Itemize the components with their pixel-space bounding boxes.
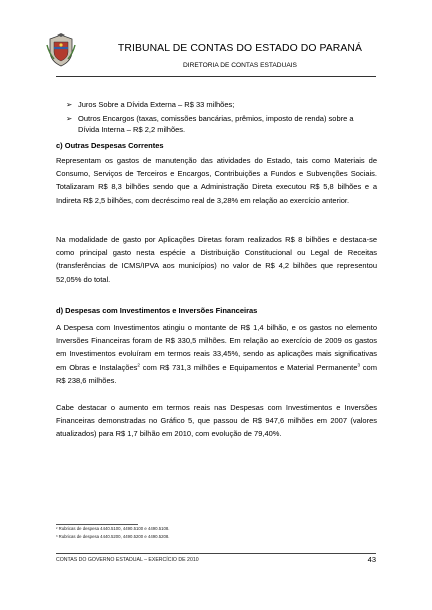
footnote-divider [56,524,138,525]
header-title: TRIBUNAL DE CONTAS DO ESTADO DO PARANÁ [117,43,363,54]
footer-divider [56,553,376,554]
footnote-ref: 3 [357,362,360,368]
header-divider [56,76,376,77]
header-subtitle: DIRETORIA DE CONTAS ESTADUAIS [183,62,297,69]
paragraph: Representam os gastos de manutenção das atividades do Estado, tais como Materiais de Consumo, Serviços de Terceiros e Encargos, Contribuições a Fundos e Subvenções Sociais. Totalizaram R$ 8,3 bilhões sendo que a Administração Direta executou R$ 5,8 bilhões e a Indireta R$ 2,5 bilhões, com decréscimo real de 3,28% em relação ao exercício anterior. [56,156,377,205]
section-heading: d) Despesas com Investimentos e Inversões Financeiras [56,306,258,315]
paragraph: Na modalidade de gasto por Aplicações Diretas foram realizados R$ 8 bilhões e destaca-se como principal gasto nesta espécie a Distribuição Constitucional ou Legal de Receitas (transferências de ICMS/IPVA aos municípios) no valor de R$ 4,2 bilhões que representou 52,05% do total. [56,235,377,284]
paragraph: A Despesa com Investimentos atingiu o montante de R$ 1,4 bilhão, e os gastos no elemento Inversões Financeiras foram de R$ 330,5 milhões. Em relação ao exercício de 2009 os gastos em Investimentos evoluíram em termos reais 33,45%, sendo as aplicações mais significativas em Obras e Instalações$^2$ com R$ 731,3 milhões e Equipamentos e Material Permanente$^3$ com R$ 238,6 milhões. [56,323,377,385]
paragraph: Cabe destacar o aumento em termos reais nas Despesas com Investimentos e Inversões Financeiras demonstradas no Gráfico 5, que passou de R$ 947,6 milhões em 2007 (valores atualizados) para R$ 1,7 bilhão em 2010, com evolução de 79,40%. [56,403,377,439]
footnote: ² Rubricas de despesa 4440.5100, 4490.5100 e 4490.5108. [56,526,170,531]
arrow-bullet-icon: ➢ [66,100,73,109]
section-heading: c) Outras Despesas Correntes [56,141,164,150]
coat-of-arms-icon [46,33,76,67]
arrow-bullet-icon: ➢ [66,114,73,123]
footnote: ³ Rubricas de despesa 4440.5200, 4490.5200 e 4490.5208. [56,534,170,539]
footer-text: CONTAS DO GOVERNO ESTADUAL – EXERCÍCIO DE 2010 [56,557,199,563]
bullet-text: Juros Sobre a Dívida Externa – R$ 33 milhões; [78,100,235,109]
footnote-ref: 2 [137,362,140,368]
page-number: 43 [367,555,376,564]
bullet-text: Outros Encargos (taxas, comissões bancárias, prêmios, imposto de renda) sobre a Dívida Interna – R$ 2,2 milhões. [78,114,354,135]
